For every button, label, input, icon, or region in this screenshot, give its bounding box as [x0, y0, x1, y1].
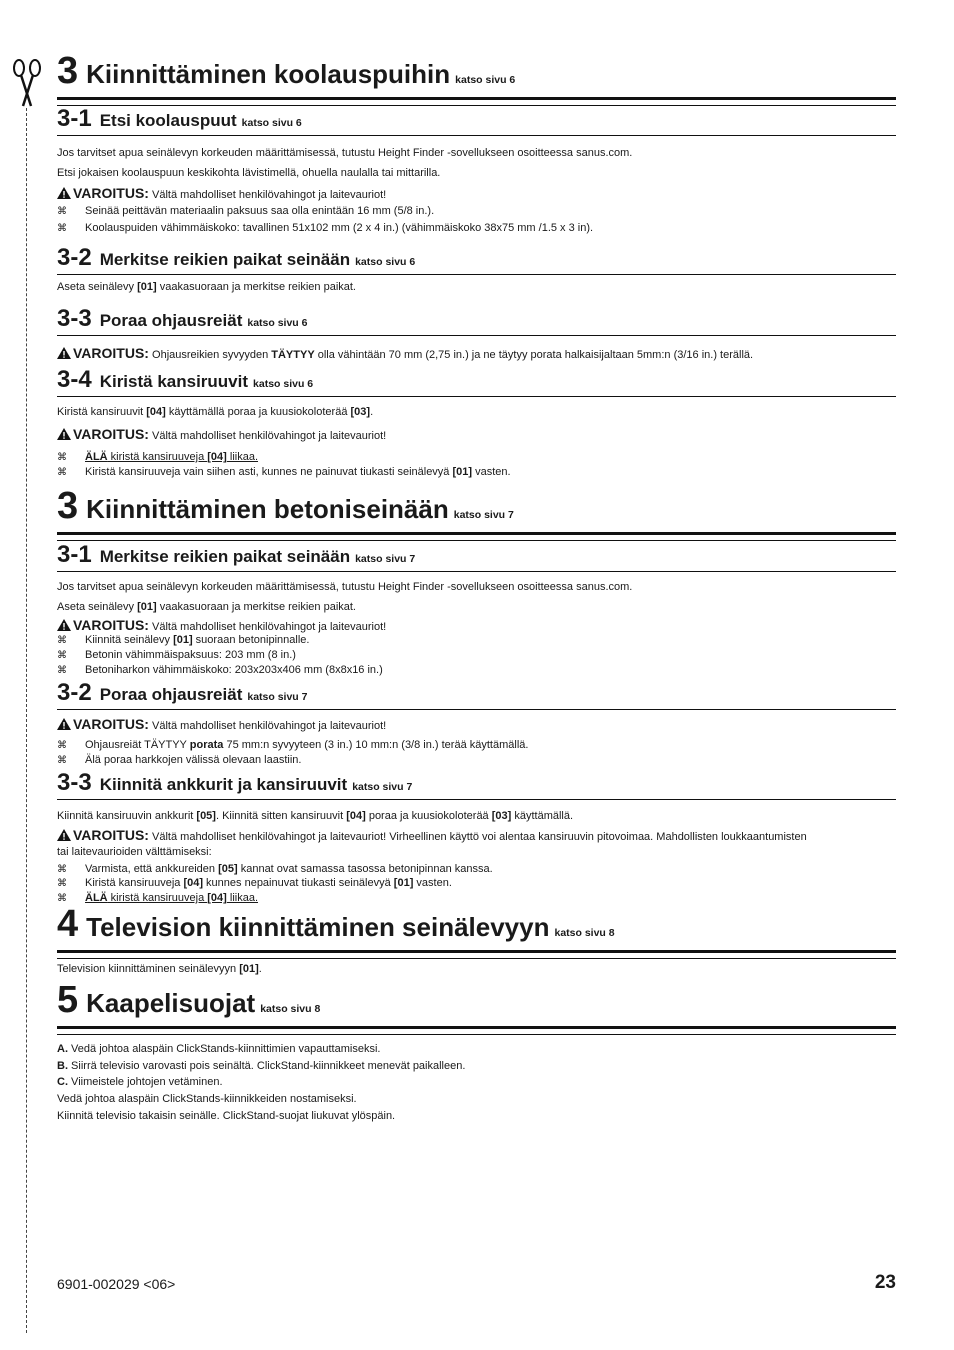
- list-item: ⌘ Betonin vähimmäispaksuus: 203 mm (8 in.): [57, 649, 296, 661]
- warning-icon: [57, 619, 71, 631]
- paragraph: Etsi jokaisen koolauspuun keskikohta lävistimellä, ohuella naulalla tai mittarilla.: [57, 167, 441, 179]
- section-4-heading: 4 Television kiinnittäminen seinälevyyn katso sivu 8: [57, 910, 896, 953]
- list-item: ⌘ Varmista, että ankkureiden [05] kannat ovat samassa tasossa betonipinnan kanssa.: [57, 863, 493, 875]
- paragraph: Vedä johtoa alaspäin ClickStands-kiinnikkeiden nostamiseksi.: [57, 1093, 357, 1105]
- warning-icon: [57, 829, 71, 841]
- warning-icon: [57, 347, 71, 359]
- warning-icon: [57, 718, 71, 730]
- list-item: ⌘ ÄLÄ kiristä kansiruuveja [04] liikaa.: [57, 892, 259, 904]
- list-item: ⌘ Koolauspuiden vähimmäiskoko: tavallinen 51x102 mm (2 x 4 in.) (vähimmäiskoko 38x75 mm /1.5 x 3 in).: [57, 222, 594, 234]
- warning: VAROITUS: Vältä mahdolliset henkilövahingot ja laitevauriot!: [57, 617, 386, 633]
- scissors-icon: [10, 58, 44, 108]
- step-3-3-heading: 3-3 Kiinnitä ankkurit ja kansiruuvit katso sivu 7: [57, 771, 896, 800]
- paragraph: C. Viimeistele johtojen vetäminen.: [57, 1076, 223, 1088]
- step-3-2-heading: 3-2 Poraa ohjausreiät katso sivu 7: [57, 681, 896, 710]
- step-3-4-heading: 3-4 Kiristä kansiruuvit katso sivu 6: [57, 368, 896, 397]
- list-item: ⌘ ÄLÄ kiristä kansiruuveja [04] liikaa.: [57, 451, 259, 463]
- list-item: ⌘ Älä poraa harkkojen välissä olevaan laastiin.: [57, 754, 302, 766]
- list-item: ⌘ Kiristä kansiruuveja [04] kunnes nepainuvat tiukasti seinälevyä [01] vasten.: [57, 877, 452, 889]
- document-code: 6901-002029 <06>: [57, 1276, 176, 1292]
- step-3-3-heading: 3-3 Poraa ohjausreiät katso sivu 6: [57, 307, 896, 336]
- paragraph: Kiristä kansiruuvit [04] käyttämällä poraa ja kuusiokoloterää [03].: [57, 406, 374, 418]
- cut-line: [26, 108, 27, 1333]
- list-item: ⌘ Kiinnitä seinälevy [01] suoraan betonipinnalle.: [57, 634, 310, 646]
- section-3-concrete-heading: 3 Kiinnittäminen betoniseinään katso sivu 7: [57, 492, 896, 535]
- warning: VAROITUS: Ohjausreikien syvyyden TÄYTYY olla vähintään 70 mm (2,75 in.) ja ne täytyy porata halkaisijaltaan 5mm:n (3/16 in.) terällä.: [57, 345, 753, 361]
- paragraph: tai laitevaurioiden välttämiseksi:: [57, 846, 212, 858]
- paragraph: B. Siirrä televisio varovasti pois seinältä. ClickStand-kiinnikkeet menevät paikalleen.: [57, 1060, 466, 1072]
- list-item: ⌘ Betoniharkon vähimmäiskoko: 203x203x406 mm (8x8x16 in.): [57, 664, 383, 676]
- section-3-studs-heading: [57, 50, 896, 100]
- step-3-1-heading: 3-1 Etsi koolauspuut katso sivu 6: [57, 107, 896, 136]
- step-3-2-heading: 3-2 Merkitse reikien paikat seinään katso sivu 6: [57, 246, 896, 275]
- section-5-heading: 5 Kaapelisuojat katso sivu 8: [57, 986, 896, 1029]
- paragraph: A. Vedä johtoa alaspäin ClickStands-kiinnittimien vapauttamiseksi.: [57, 1043, 381, 1055]
- section-title: Kiinnittäminen koolauspuihin: [86, 59, 451, 89]
- paragraph: Television kiinnittäminen seinälevyyn [01].: [57, 963, 262, 975]
- list-item: ⌘ Kiristä kansiruuveja vain siihen asti, kunnes ne painuvat tiukasti seinälevyä [01] vasten.: [57, 466, 511, 478]
- warning: VAROITUS: Vältä mahdolliset henkilövahingot ja laitevauriot!: [57, 426, 386, 442]
- paragraph: Kiinnitä kansiruuvin ankkurit [05]. Kiinnitä sitten kansiruuvit [04] poraa ja kuusiokoloterää [03] käyttämällä.: [57, 810, 574, 822]
- paragraph: Jos tarvitset apua seinälevyn korkeuden määrittämisessä, tutustu Height Finder -sovellukseen osoitteessa sanus.com.: [57, 581, 633, 593]
- list-item: ⌘ Ohjausreiät TÄYTYY porata 75 mm:n syvyyteen (3 in.) 10 mm:n (3/8 in.) terää käyttämällä.: [57, 739, 529, 751]
- page-number: 23: [874, 1272, 896, 1293]
- warning: VAROITUS: Vältä mahdolliset henkilövahingot ja laitevauriot!: [57, 185, 386, 201]
- section-number: 3: [57, 50, 79, 92]
- warning: VAROITUS: Vältä mahdolliset henkilövahingot ja laitevauriot!: [57, 716, 386, 732]
- page-reference: katso sivu 6: [455, 74, 516, 86]
- list-item: ⌘ Seinää peittävän materiaalin paksuus saa olla enintään 16 mm (5/8 in.).: [57, 205, 435, 217]
- warning: VAROITUS: Vältä mahdolliset henkilövahingot ja laitevauriot! Virheellinen käyttö voi alentaa kansiruuvin pitovoimaa. Mahdollisten loukkaantumisten: [57, 827, 807, 843]
- step-3-1-heading: 3-1 Merkitse reikien paikat seinään katso sivu 7: [57, 543, 896, 572]
- paragraph: Jos tarvitset apua seinälevyn korkeuden määrittämisessä, tutustu Height Finder -sovellukseen osoitteessa sanus.com.: [57, 147, 633, 159]
- paragraph: Aseta seinälevy [01] vaakasuoraan ja merkitse reikien paikat.: [57, 281, 356, 293]
- warning-icon: [57, 428, 71, 440]
- paragraph: Aseta seinälevy [01] vaakasuoraan ja merkitse reikien paikat.: [57, 601, 356, 613]
- paragraph: Kiinnitä televisio takaisin seinälle. ClickStand-suojat liukuvat ylöspäin.: [57, 1110, 396, 1122]
- warning-icon: [57, 187, 71, 199]
